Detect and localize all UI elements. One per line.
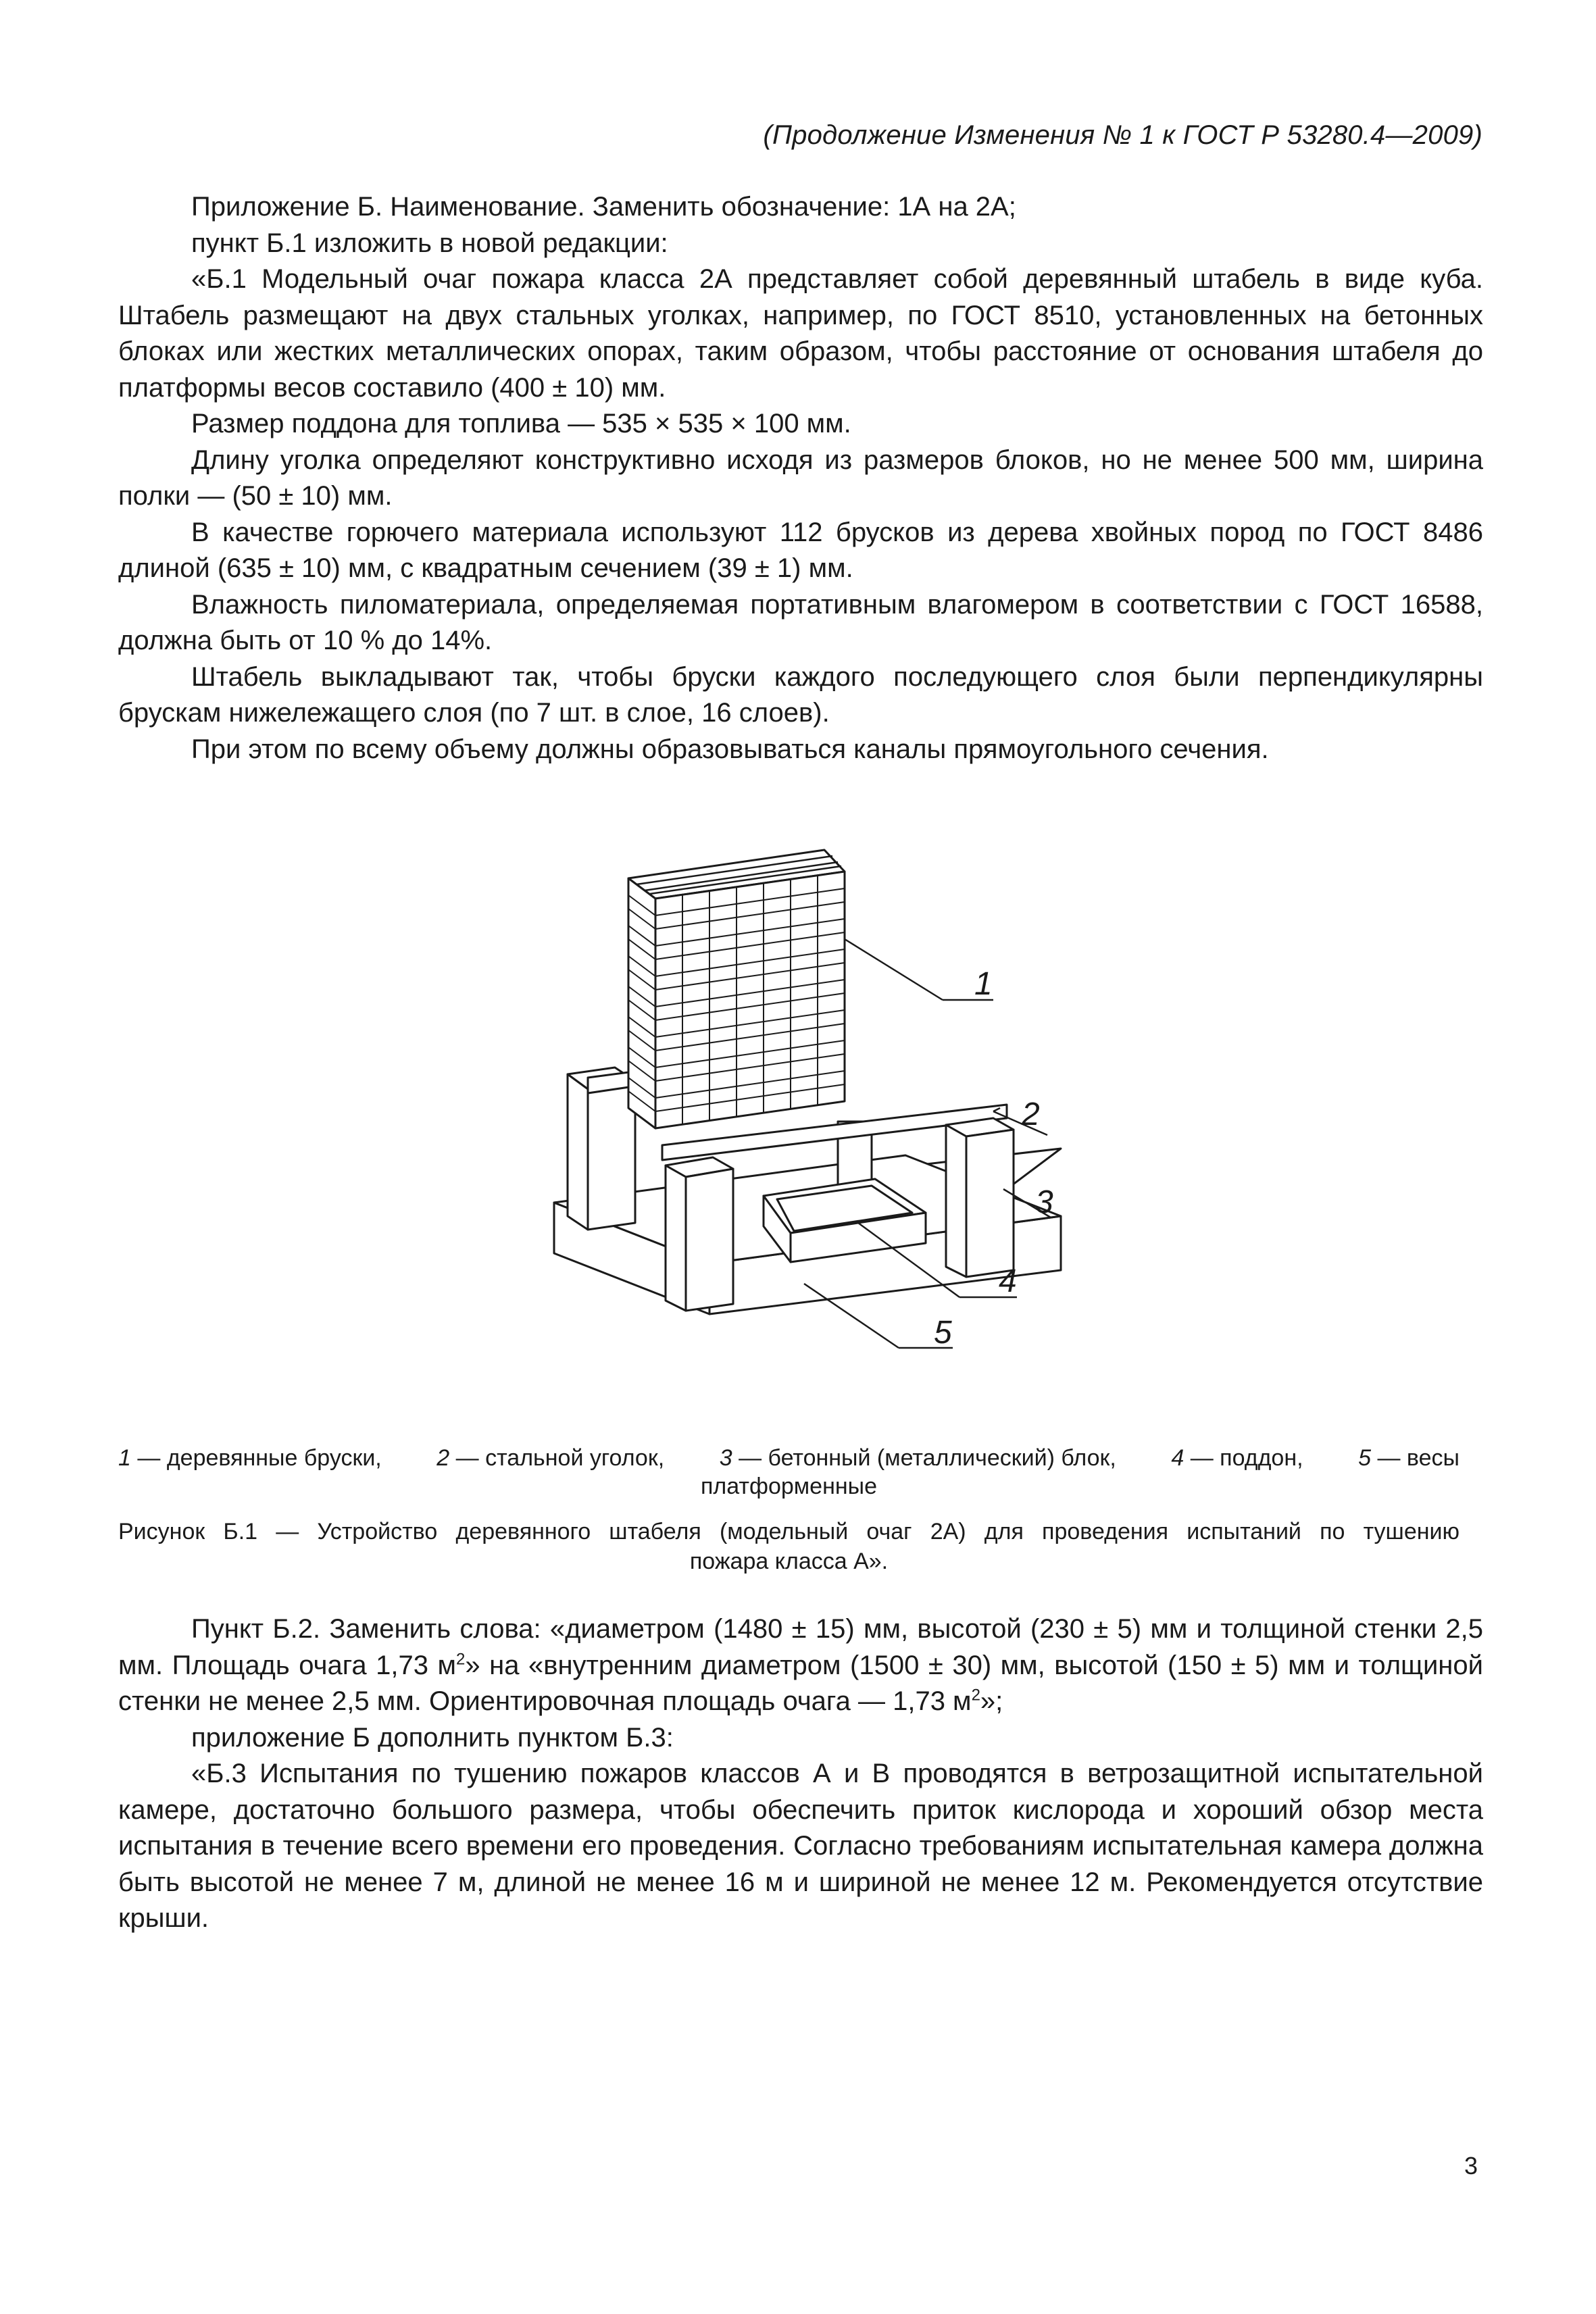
legend-item: 4 — поддон,	[1171, 1445, 1303, 1471]
paragraph: «Б.1 Модельный очаг пожара класса 2А представляет собой деревянный штабель в виде куба. Штабель размещают на двух стальных уголках, например, по ГОСТ 8510, установленных на бетонных блоках или жестких металлических опорах, таким образом, чтобы расстояние от основания штабеля до платформы весов составило (400 ± 10) мм.	[118, 264, 1483, 403]
legend-item: 2 — стальной уголок,	[437, 1445, 665, 1471]
caption-line: Рисунок Б.1 — Устройство деревянного штабеля (модельный очаг 2А) для проведения испытаний по тушению	[118, 1519, 1460, 1544]
callout-5: 5	[934, 1315, 952, 1351]
caption-line: пожара класса А».	[689, 1549, 889, 1574]
wood-crib-drawing	[520, 838, 1128, 1419]
body-text-top	[118, 189, 1483, 768]
legend-item: 1 — деревянные бруски,	[118, 1445, 382, 1471]
paragraph: Влажность пиломатериала, определяемая портативным влагомером в соответствии с ГОСТ 16588, должна быть от 10 % до 14%.	[118, 589, 1483, 655]
paragraph: «Б.3 Испытания по тушению пожаров классов А и В проводятся в ветрозащитной испытательной камере, достаточно большого размера, чтобы обеспечить приток кислорода и хороший обзор места испытания в течение всего времени его проведения. Согласно требованиям испытательная камера должна быть высотой не менее 7 м, длиной не менее 16 м и шириной не менее 12 м. Рекомендуется отсутствие крыши.	[118, 1759, 1483, 1933]
paragraph: приложение Б дополнить пунктом Б.3:	[191, 1722, 674, 1753]
callout-2: 2	[1022, 1097, 1040, 1132]
paragraph: Штабель выкладывают так, чтобы бруски каждого последующего слоя были перпендикулярны брускам нижележащего слоя (по 7 шт. в слое, 16 слоев).	[118, 661, 1483, 728]
callout-1: 1	[974, 966, 993, 1002]
paragraph: Размер поддона для топлива — 535 × 535 × 100 мм.	[191, 409, 851, 438]
body-text-bottom	[118, 1611, 1483, 1937]
callout-4: 4	[999, 1263, 1017, 1299]
legend-continuation: платформенные	[701, 1474, 877, 1499]
paragraph: Приложение Б. Наименование. Заменить обозначение: 1А на 2А;	[191, 192, 1016, 222]
figure-legend	[118, 1444, 1460, 1501]
paragraph: пункт Б.1 изложить в новой редакции:	[191, 228, 668, 258]
figure-caption	[118, 1517, 1460, 1576]
legend-item: 5 — весы	[1358, 1445, 1460, 1471]
page-header: (Продолжение Изменения № 1 к ГОСТ Р 53280.4—2009)	[763, 120, 1482, 150]
paragraph: Пункт Б.2. Заменить слова: «диаметром (1480 ± 15) мм, высотой (230 ± 5) мм и толщиной стенки 2,5 мм. Площадь очага 1,73 $м^2$» на «внутренним диаметром (1500 ± 30) мм, высотой (150 ± 5) мм и толщиной стенки не менее 2,5 мм. Ориентировочная площадь очага — 1,73 $м^2$»;	[118, 1614, 1483, 1716]
paragraph: В качестве горючего материала используют 112 брусков из дерева хвойных пород по ГОСТ 8486 длиной (635 ± 10) мм, с квадратным сечением (39 ± 1) мм.	[118, 517, 1483, 583]
page-number: 3	[1464, 2152, 1478, 2180]
legend-item: 3 — бетонный (металлический) блок,	[719, 1445, 1116, 1471]
paragraph: При этом по всему объему должны образовываться каналы прямоугольного сечения.	[191, 734, 1269, 764]
paragraph: Длину уголка определяют конструктивно исходя из размеров блоков, но не менее 500 мм, ширина полки — (50 ± 10) мм.	[118, 445, 1483, 511]
wood-crib-figure	[520, 838, 1128, 1419]
callout-3: 3	[1035, 1184, 1053, 1220]
